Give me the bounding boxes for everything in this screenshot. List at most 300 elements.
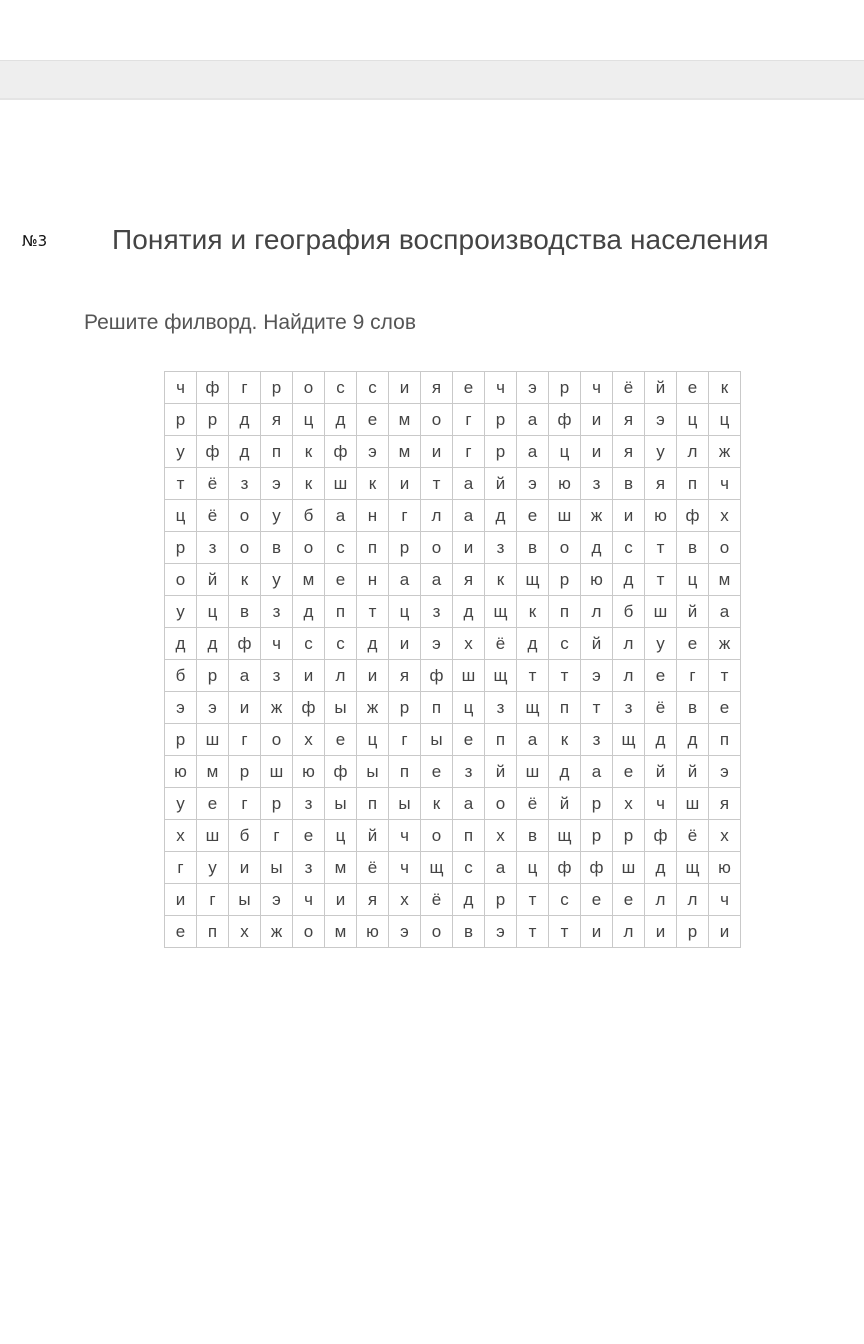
grid-cell[interactable]: и	[325, 884, 357, 916]
grid-cell[interactable]: и	[165, 884, 197, 916]
grid-cell[interactable]: у	[261, 500, 293, 532]
grid-cell[interactable]: ы	[389, 788, 421, 820]
grid-cell[interactable]: е	[517, 500, 549, 532]
grid-cell[interactable]: л	[325, 660, 357, 692]
grid-cell[interactable]: ш	[197, 724, 229, 756]
grid-cell[interactable]: л	[421, 500, 453, 532]
grid-cell[interactable]: р	[549, 564, 581, 596]
grid-cell[interactable]: б	[293, 500, 325, 532]
grid-cell[interactable]: л	[613, 660, 645, 692]
grid-cell[interactable]: в	[677, 532, 709, 564]
grid-cell[interactable]: т	[517, 660, 549, 692]
grid-cell[interactable]: р	[613, 820, 645, 852]
grid-cell[interactable]: х	[229, 916, 261, 948]
grid-cell[interactable]: л	[645, 884, 677, 916]
grid-cell[interactable]: г	[453, 436, 485, 468]
grid-cell[interactable]: з	[261, 660, 293, 692]
grid-cell[interactable]: ю	[357, 916, 389, 948]
grid-cell[interactable]: ж	[261, 692, 293, 724]
grid-cell[interactable]: т	[709, 660, 741, 692]
grid-cell[interactable]: в	[517, 532, 549, 564]
grid-cell[interactable]: б	[165, 660, 197, 692]
grid-cell[interactable]: и	[229, 852, 261, 884]
grid-cell[interactable]: р	[389, 532, 421, 564]
grid-cell[interactable]: т	[421, 468, 453, 500]
grid-cell[interactable]: х	[709, 820, 741, 852]
grid-cell[interactable]: з	[421, 596, 453, 628]
grid-cell[interactable]: щ	[613, 724, 645, 756]
grid-cell[interactable]: и	[645, 916, 677, 948]
grid-cell[interactable]: п	[549, 692, 581, 724]
grid-cell[interactable]: з	[293, 788, 325, 820]
grid-cell[interactable]: э	[709, 756, 741, 788]
grid-cell[interactable]: ч	[485, 372, 517, 404]
grid-cell[interactable]: ч	[389, 820, 421, 852]
grid-cell[interactable]: й	[677, 596, 709, 628]
grid-cell[interactable]: п	[709, 724, 741, 756]
grid-cell[interactable]: с	[325, 532, 357, 564]
grid-cell[interactable]: д	[581, 532, 613, 564]
grid-cell[interactable]: т	[517, 916, 549, 948]
grid-cell[interactable]: а	[517, 436, 549, 468]
grid-cell[interactable]: т	[549, 916, 581, 948]
grid-cell[interactable]: и	[581, 916, 613, 948]
grid-cell[interactable]: ы	[325, 788, 357, 820]
grid-cell[interactable]: щ	[677, 852, 709, 884]
grid-cell[interactable]: о	[421, 532, 453, 564]
grid-cell[interactable]: ф	[293, 692, 325, 724]
grid-cell[interactable]: ф	[677, 500, 709, 532]
grid-cell[interactable]: е	[613, 756, 645, 788]
grid-cell[interactable]: н	[357, 500, 389, 532]
grid-cell[interactable]: к	[485, 564, 517, 596]
grid-cell[interactable]: л	[677, 436, 709, 468]
grid-cell[interactable]: о	[549, 532, 581, 564]
grid-cell[interactable]: э	[389, 916, 421, 948]
grid-cell[interactable]: ш	[549, 500, 581, 532]
grid-cell[interactable]: а	[229, 660, 261, 692]
grid-cell[interactable]: и	[581, 436, 613, 468]
grid-cell[interactable]: ф	[645, 820, 677, 852]
grid-cell[interactable]: й	[645, 756, 677, 788]
grid-cell[interactable]: щ	[517, 692, 549, 724]
grid-cell[interactable]: з	[581, 724, 613, 756]
grid-cell[interactable]: в	[677, 692, 709, 724]
grid-cell[interactable]: ё	[421, 884, 453, 916]
grid-cell[interactable]: з	[581, 468, 613, 500]
grid-cell[interactable]: с	[293, 628, 325, 660]
grid-cell[interactable]: р	[485, 404, 517, 436]
grid-cell[interactable]: м	[197, 756, 229, 788]
grid-cell[interactable]: е	[325, 724, 357, 756]
grid-cell[interactable]: о	[293, 372, 325, 404]
grid-cell[interactable]: э	[645, 404, 677, 436]
grid-cell[interactable]: г	[229, 372, 261, 404]
grid-cell[interactable]: а	[389, 564, 421, 596]
grid-cell[interactable]: х	[709, 500, 741, 532]
grid-cell[interactable]: у	[645, 628, 677, 660]
grid-cell[interactable]: м	[709, 564, 741, 596]
grid-cell[interactable]: ф	[325, 436, 357, 468]
grid-cell[interactable]: х	[453, 628, 485, 660]
grid-cell[interactable]: г	[165, 852, 197, 884]
grid-cell[interactable]: г	[389, 724, 421, 756]
grid-cell[interactable]: л	[613, 916, 645, 948]
grid-cell[interactable]: в	[453, 916, 485, 948]
grid-cell[interactable]: в	[261, 532, 293, 564]
grid-cell[interactable]: ц	[389, 596, 421, 628]
grid-cell[interactable]: и	[389, 372, 421, 404]
grid-cell[interactable]: а	[581, 756, 613, 788]
grid-cell[interactable]: п	[325, 596, 357, 628]
grid-cell[interactable]: п	[677, 468, 709, 500]
grid-cell[interactable]: а	[709, 596, 741, 628]
grid-cell[interactable]: п	[357, 788, 389, 820]
grid-cell[interactable]: х	[165, 820, 197, 852]
grid-cell[interactable]: д	[453, 884, 485, 916]
grid-cell[interactable]: ш	[261, 756, 293, 788]
grid-cell[interactable]: з	[485, 692, 517, 724]
grid-cell[interactable]: й	[549, 788, 581, 820]
grid-cell[interactable]: к	[293, 468, 325, 500]
grid-cell[interactable]: г	[261, 820, 293, 852]
grid-cell[interactable]: й	[485, 468, 517, 500]
grid-cell[interactable]: щ	[485, 596, 517, 628]
grid-cell[interactable]: э	[517, 468, 549, 500]
grid-cell[interactable]: л	[677, 884, 709, 916]
grid-cell[interactable]: е	[197, 788, 229, 820]
grid-cell[interactable]: ф	[197, 372, 229, 404]
grid-cell[interactable]: т	[549, 660, 581, 692]
grid-cell[interactable]: а	[453, 468, 485, 500]
grid-cell[interactable]: д	[549, 756, 581, 788]
grid-cell[interactable]: ф	[421, 660, 453, 692]
grid-cell[interactable]: о	[421, 404, 453, 436]
grid-cell[interactable]: я	[357, 884, 389, 916]
grid-cell[interactable]: й	[485, 756, 517, 788]
grid-cell[interactable]: ё	[677, 820, 709, 852]
grid-cell[interactable]: р	[581, 820, 613, 852]
grid-cell[interactable]: ш	[453, 660, 485, 692]
grid-cell[interactable]: о	[421, 820, 453, 852]
grid-cell[interactable]: е	[645, 660, 677, 692]
grid-cell[interactable]: з	[229, 468, 261, 500]
grid-cell[interactable]: э	[261, 468, 293, 500]
grid-cell[interactable]: ц	[549, 436, 581, 468]
grid-cell[interactable]: м	[325, 916, 357, 948]
grid-cell[interactable]: з	[485, 532, 517, 564]
grid-cell[interactable]: э	[197, 692, 229, 724]
grid-cell[interactable]: е	[165, 916, 197, 948]
grid-cell[interactable]: ц	[197, 596, 229, 628]
grid-cell[interactable]: и	[229, 692, 261, 724]
grid-cell[interactable]: я	[453, 564, 485, 596]
grid-cell[interactable]: т	[645, 564, 677, 596]
grid-cell[interactable]: ё	[485, 628, 517, 660]
grid-cell[interactable]: е	[677, 628, 709, 660]
grid-cell[interactable]: п	[389, 756, 421, 788]
grid-cell[interactable]: в	[229, 596, 261, 628]
grid-cell[interactable]: м	[325, 852, 357, 884]
grid-cell[interactable]: ф	[549, 852, 581, 884]
grid-cell[interactable]: ч	[165, 372, 197, 404]
grid-cell[interactable]: о	[261, 724, 293, 756]
grid-cell[interactable]: ц	[517, 852, 549, 884]
grid-cell[interactable]: э	[581, 660, 613, 692]
grid-cell[interactable]: а	[421, 564, 453, 596]
grid-cell[interactable]: с	[549, 884, 581, 916]
grid-cell[interactable]: о	[229, 500, 261, 532]
grid-cell[interactable]: с	[613, 532, 645, 564]
grid-cell[interactable]: х	[293, 724, 325, 756]
grid-cell[interactable]: э	[357, 436, 389, 468]
grid-cell[interactable]: я	[613, 436, 645, 468]
grid-cell[interactable]: в	[517, 820, 549, 852]
grid-cell[interactable]: д	[645, 852, 677, 884]
grid-cell[interactable]: е	[421, 756, 453, 788]
grid-cell[interactable]: д	[453, 596, 485, 628]
grid-cell[interactable]: т	[517, 884, 549, 916]
grid-cell[interactable]: у	[165, 596, 197, 628]
grid-cell[interactable]: ч	[645, 788, 677, 820]
grid-cell[interactable]: э	[485, 916, 517, 948]
grid-cell[interactable]: ш	[677, 788, 709, 820]
grid-cell[interactable]: ю	[581, 564, 613, 596]
grid-cell[interactable]: и	[293, 660, 325, 692]
grid-cell[interactable]: ж	[709, 628, 741, 660]
grid-cell[interactable]: п	[357, 532, 389, 564]
grid-cell[interactable]: й	[357, 820, 389, 852]
grid-cell[interactable]: р	[677, 916, 709, 948]
grid-cell[interactable]: й	[677, 756, 709, 788]
grid-cell[interactable]: и	[357, 660, 389, 692]
grid-cell[interactable]: п	[549, 596, 581, 628]
grid-cell[interactable]: я	[389, 660, 421, 692]
grid-cell[interactable]: ц	[709, 404, 741, 436]
grid-cell[interactable]: я	[613, 404, 645, 436]
grid-cell[interactable]: р	[261, 372, 293, 404]
grid-cell[interactable]: л	[613, 628, 645, 660]
grid-cell[interactable]: н	[357, 564, 389, 596]
grid-cell[interactable]: д	[613, 564, 645, 596]
grid-cell[interactable]: б	[229, 820, 261, 852]
grid-cell[interactable]: у	[165, 788, 197, 820]
grid-cell[interactable]: о	[229, 532, 261, 564]
grid-cell[interactable]: с	[549, 628, 581, 660]
grid-cell[interactable]: ш	[517, 756, 549, 788]
grid-cell[interactable]: и	[581, 404, 613, 436]
grid-cell[interactable]: у	[197, 852, 229, 884]
grid-cell[interactable]: д	[197, 628, 229, 660]
grid-cell[interactable]: щ	[549, 820, 581, 852]
grid-cell[interactable]: э	[517, 372, 549, 404]
grid-cell[interactable]: з	[613, 692, 645, 724]
grid-cell[interactable]: ё	[197, 500, 229, 532]
grid-cell[interactable]: м	[389, 436, 421, 468]
grid-cell[interactable]: ё	[645, 692, 677, 724]
grid-cell[interactable]: а	[453, 788, 485, 820]
grid-cell[interactable]: о	[421, 916, 453, 948]
grid-cell[interactable]: х	[485, 820, 517, 852]
grid-cell[interactable]: ю	[165, 756, 197, 788]
grid-cell[interactable]: а	[453, 500, 485, 532]
grid-cell[interactable]: м	[389, 404, 421, 436]
grid-cell[interactable]: е	[357, 404, 389, 436]
grid-cell[interactable]: и	[421, 436, 453, 468]
grid-cell[interactable]: р	[485, 884, 517, 916]
grid-cell[interactable]: д	[229, 404, 261, 436]
grid-cell[interactable]: щ	[421, 852, 453, 884]
grid-cell[interactable]: ч	[293, 884, 325, 916]
grid-cell[interactable]: с	[357, 372, 389, 404]
grid-cell[interactable]: ю	[549, 468, 581, 500]
grid-cell[interactable]: л	[581, 596, 613, 628]
grid-cell[interactable]: х	[613, 788, 645, 820]
grid-cell[interactable]: ю	[293, 756, 325, 788]
grid-cell[interactable]: ы	[229, 884, 261, 916]
grid-cell[interactable]: ё	[613, 372, 645, 404]
grid-cell[interactable]: ш	[197, 820, 229, 852]
grid-cell[interactable]: е	[453, 724, 485, 756]
grid-cell[interactable]: ё	[197, 468, 229, 500]
grid-cell[interactable]: а	[517, 404, 549, 436]
grid-cell[interactable]: р	[197, 404, 229, 436]
grid-cell[interactable]: э	[165, 692, 197, 724]
grid-cell[interactable]: ё	[357, 852, 389, 884]
grid-cell[interactable]: г	[197, 884, 229, 916]
grid-cell[interactable]: г	[677, 660, 709, 692]
grid-cell[interactable]: ц	[293, 404, 325, 436]
grid-cell[interactable]: х	[389, 884, 421, 916]
grid-cell[interactable]: д	[645, 724, 677, 756]
grid-cell[interactable]: й	[197, 564, 229, 596]
grid-cell[interactable]: д	[229, 436, 261, 468]
grid-cell[interactable]: п	[485, 724, 517, 756]
grid-cell[interactable]: г	[389, 500, 421, 532]
grid-cell[interactable]: е	[325, 564, 357, 596]
grid-cell[interactable]: е	[709, 692, 741, 724]
grid-cell[interactable]: и	[389, 628, 421, 660]
grid-cell[interactable]: ч	[261, 628, 293, 660]
grid-cell[interactable]: р	[165, 724, 197, 756]
grid-cell[interactable]: у	[261, 564, 293, 596]
grid-cell[interactable]: з	[453, 756, 485, 788]
grid-cell[interactable]: п	[421, 692, 453, 724]
grid-cell[interactable]: я	[645, 468, 677, 500]
grid-cell[interactable]: ч	[709, 468, 741, 500]
grid-cell[interactable]: д	[517, 628, 549, 660]
grid-cell[interactable]: щ	[485, 660, 517, 692]
grid-cell[interactable]: й	[581, 628, 613, 660]
grid-cell[interactable]: д	[325, 404, 357, 436]
grid-cell[interactable]: с	[453, 852, 485, 884]
grid-cell[interactable]: ш	[613, 852, 645, 884]
grid-cell[interactable]: о	[709, 532, 741, 564]
grid-cell[interactable]: э	[421, 628, 453, 660]
grid-cell[interactable]: ы	[325, 692, 357, 724]
grid-cell[interactable]: е	[581, 884, 613, 916]
grid-cell[interactable]: к	[421, 788, 453, 820]
grid-cell[interactable]: е	[677, 372, 709, 404]
grid-cell[interactable]: ж	[261, 916, 293, 948]
grid-cell[interactable]: к	[517, 596, 549, 628]
grid-cell[interactable]: й	[645, 372, 677, 404]
grid-cell[interactable]: т	[645, 532, 677, 564]
grid-cell[interactable]: с	[325, 372, 357, 404]
grid-cell[interactable]: д	[677, 724, 709, 756]
grid-cell[interactable]: ч	[581, 372, 613, 404]
grid-cell[interactable]: ц	[357, 724, 389, 756]
grid-cell[interactable]: п	[453, 820, 485, 852]
grid-cell[interactable]: я	[261, 404, 293, 436]
grid-cell[interactable]: р	[581, 788, 613, 820]
grid-cell[interactable]: р	[261, 788, 293, 820]
grid-cell[interactable]: о	[165, 564, 197, 596]
grid-cell[interactable]: з	[261, 596, 293, 628]
grid-cell[interactable]: и	[709, 916, 741, 948]
grid-cell[interactable]: е	[613, 884, 645, 916]
grid-cell[interactable]: г	[453, 404, 485, 436]
grid-cell[interactable]: ы	[357, 756, 389, 788]
grid-cell[interactable]: ч	[709, 884, 741, 916]
grid-cell[interactable]: ц	[453, 692, 485, 724]
grid-cell[interactable]: а	[517, 724, 549, 756]
grid-cell[interactable]: ф	[229, 628, 261, 660]
grid-cell[interactable]: о	[485, 788, 517, 820]
grid-cell[interactable]: в	[613, 468, 645, 500]
grid-cell[interactable]: ю	[709, 852, 741, 884]
grid-cell[interactable]: е	[453, 372, 485, 404]
grid-cell[interactable]: а	[485, 852, 517, 884]
grid-cell[interactable]: ц	[677, 404, 709, 436]
grid-cell[interactable]: б	[613, 596, 645, 628]
grid-cell[interactable]: ц	[677, 564, 709, 596]
grid-cell[interactable]: ч	[389, 852, 421, 884]
grid-cell[interactable]: к	[357, 468, 389, 500]
grid-cell[interactable]: а	[325, 500, 357, 532]
grid-cell[interactable]: ё	[517, 788, 549, 820]
grid-cell[interactable]: п	[261, 436, 293, 468]
grid-cell[interactable]: ж	[581, 500, 613, 532]
grid-cell[interactable]: и	[453, 532, 485, 564]
grid-cell[interactable]: п	[197, 916, 229, 948]
grid-cell[interactable]: г	[229, 788, 261, 820]
grid-cell[interactable]: р	[229, 756, 261, 788]
grid-cell[interactable]: о	[293, 532, 325, 564]
grid-cell[interactable]: р	[165, 404, 197, 436]
grid-cell[interactable]: т	[581, 692, 613, 724]
grid-cell[interactable]: я	[421, 372, 453, 404]
grid-cell[interactable]: ы	[261, 852, 293, 884]
grid-cell[interactable]: г	[229, 724, 261, 756]
grid-cell[interactable]: д	[485, 500, 517, 532]
grid-cell[interactable]: у	[165, 436, 197, 468]
grid-cell[interactable]: м	[293, 564, 325, 596]
grid-cell[interactable]: т	[165, 468, 197, 500]
grid-cell[interactable]: ц	[325, 820, 357, 852]
grid-cell[interactable]: з	[197, 532, 229, 564]
grid-cell[interactable]: ж	[357, 692, 389, 724]
grid-cell[interactable]: р	[549, 372, 581, 404]
grid-cell[interactable]: р	[197, 660, 229, 692]
grid-cell[interactable]: и	[389, 468, 421, 500]
grid-cell[interactable]: ш	[325, 468, 357, 500]
grid-cell[interactable]: о	[293, 916, 325, 948]
grid-cell[interactable]: к	[229, 564, 261, 596]
grid-cell[interactable]: щ	[517, 564, 549, 596]
grid-cell[interactable]: к	[293, 436, 325, 468]
grid-cell[interactable]: е	[293, 820, 325, 852]
